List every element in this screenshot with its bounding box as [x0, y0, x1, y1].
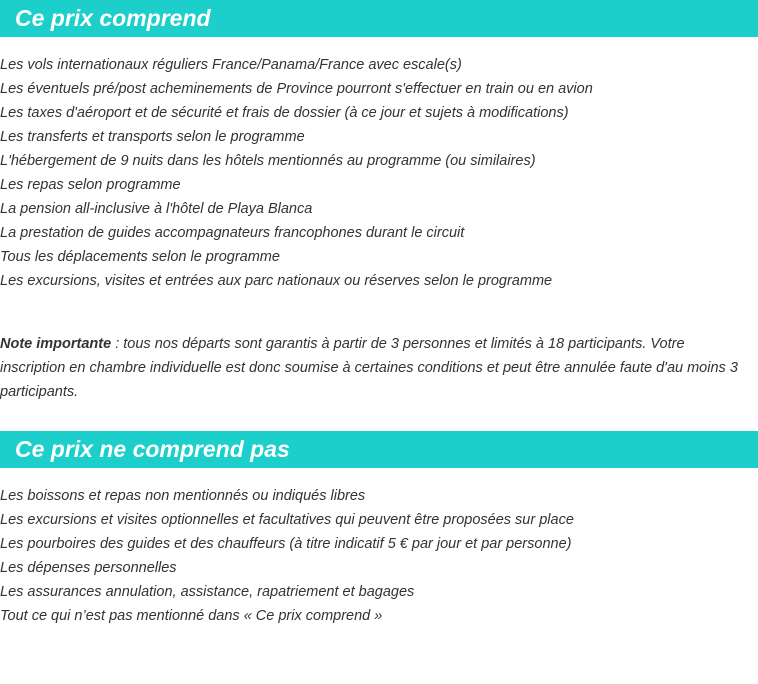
section-excluded-title: Ce prix ne comprend pas	[15, 436, 290, 462]
list-item: Les repas selon programme	[0, 177, 181, 193]
list-item: La pension all-inclusive à l'hôtel de Playa Blanca	[0, 201, 313, 217]
section-included-header	[0, 0, 758, 37]
included-list	[0, 53, 758, 293]
excluded-list	[0, 484, 758, 628]
section-excluded-header	[0, 431, 758, 468]
list-item: Les boissons et repas non mentionnés ou indiqués libres	[0, 488, 366, 504]
list-item: Tout ce qui n’est pas mentionné dans « Ce prix comprend »	[0, 608, 383, 624]
list-item: Les transferts et transports selon le programme	[0, 129, 305, 145]
list-item: Les excursions, visites et entrées aux parc nationaux ou réserves selon le programme	[0, 273, 553, 289]
important-note	[0, 332, 750, 404]
list-item: Les excursions et visites optionnelles et facultatives qui peuvent être proposées sur place	[0, 512, 574, 528]
list-item: Les vols internationaux réguliers France/Panama/France avec escale(s)	[0, 57, 462, 73]
note-label: Note importante	[0, 336, 112, 352]
note-text: : tous nos départs sont garantis à partir de 3 personnes et limités à 18 participants. Votre inscription en chambre individuelle est donc soumise à certaines conditions et peut être annulée faute d'au moins 3 participants.	[0, 336, 738, 400]
list-item: Les dépenses personnelles	[0, 560, 177, 576]
list-item: Les pourboires des guides et des chauffeurs (à titre indicatif 5 € par jour et par personne)	[0, 536, 572, 552]
list-item: Les éventuels pré/post acheminements de Province pourront s'effectuer en train ou en avion	[0, 81, 593, 97]
list-item: Tous les déplacements selon le programme	[0, 249, 280, 265]
list-item: Les assurances annulation, assistance, rapatriement et bagages	[0, 584, 415, 600]
list-item: Les taxes d'aéroport et de sécurité et frais de dossier (à ce jour et sujets à modifications)	[0, 105, 569, 121]
list-item: La prestation de guides accompagnateurs francophones durant le circuit	[0, 225, 465, 241]
list-item: L'hébergement de 9 nuits dans les hôtels mentionnés au programme (ou similaires)	[0, 153, 536, 169]
section-included-title: Ce prix comprend	[15, 5, 211, 31]
